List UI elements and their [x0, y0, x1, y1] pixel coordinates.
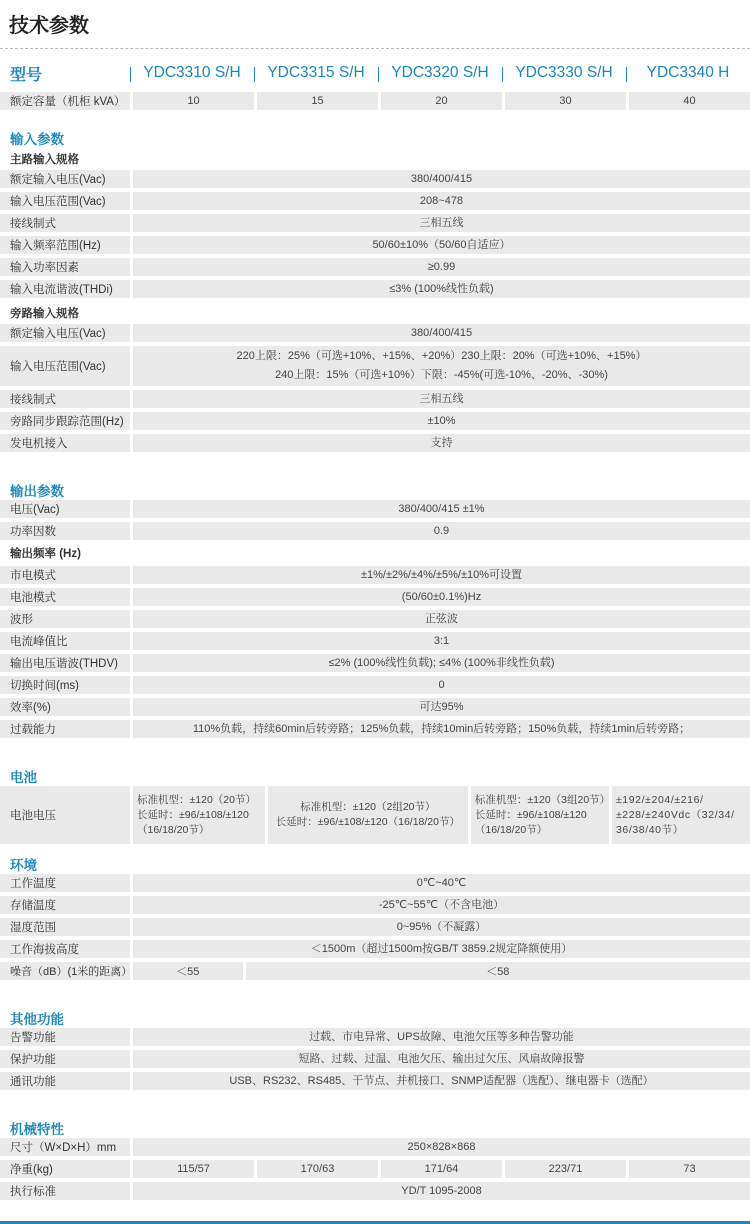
value-line: 长延时：±96/±108/±120（16/18/20节） — [275, 816, 460, 828]
row-value: ≤2% (100%线性负载); ≤4% (100%非线性负载) — [133, 654, 750, 672]
row-label: 净重(kg) — [0, 1160, 130, 1178]
row-label: 电流峰值比 — [0, 632, 130, 650]
row-label: 执行标准 — [0, 1182, 130, 1200]
spec-row — [0, 610, 750, 628]
row-label: 接线制式 — [0, 214, 130, 232]
row-label: 输入功率因素 — [0, 258, 130, 276]
weight-value: 170/63 — [257, 1160, 378, 1178]
row-label: 尺寸（W×D×H）mm — [0, 1138, 130, 1156]
row-label: 输入电流谐波(THDi) — [0, 280, 130, 298]
row-label: 切换时间(ms) — [0, 676, 130, 694]
spec-row — [0, 280, 750, 298]
spec-row — [0, 940, 750, 958]
value-line: ±192/±204/±216/ — [615, 793, 704, 806]
row-value: ±10% — [133, 412, 750, 430]
model-name: YDC3315 S/H — [254, 64, 378, 82]
spec-row — [0, 258, 750, 276]
model-header-row — [0, 60, 750, 86]
spec-row — [0, 588, 750, 606]
weight-row — [0, 1160, 750, 1178]
section-title-mechanical: 机械特性 — [10, 1122, 64, 1137]
spec-row — [0, 1028, 750, 1046]
spec-row — [0, 346, 750, 386]
row-label: 输出电压谐波(THDV) — [0, 654, 130, 672]
spec-row — [0, 324, 750, 342]
spec-row — [0, 434, 750, 452]
row-value: ≤3% (100%线性负载) — [133, 280, 750, 298]
row-label: 电池电压 — [0, 786, 130, 844]
row-label: 湿度范围 — [0, 918, 130, 936]
row-value: 三相五线 — [133, 214, 750, 232]
capacity-value: 20 — [381, 92, 502, 110]
row-value: ≥0.99 — [133, 258, 750, 276]
row-label: 电压(Vac) — [0, 500, 130, 518]
subsection-bypass-input: 旁路输入规格 — [10, 308, 79, 320]
row-value: 0℃~40℃ — [133, 874, 750, 892]
row-value — [133, 346, 750, 386]
battery-spec-cell — [612, 786, 750, 844]
value-line: （16/18/20节） — [137, 823, 210, 836]
row-value: 3:1 — [133, 632, 750, 650]
row-label: 额定输入电压(Vac) — [0, 324, 130, 342]
spec-row — [0, 676, 750, 694]
battery-spec-cell — [133, 786, 265, 844]
section-title-input: 输入参数 — [10, 132, 64, 147]
spec-row — [0, 720, 750, 738]
section-title-other: 其他功能 — [10, 1012, 64, 1027]
page-title: 技术参数 — [9, 15, 89, 37]
spec-row — [0, 236, 750, 254]
row-label: 接线制式 — [0, 390, 130, 408]
value-line: ±228/±240Vdc（32/34/ — [615, 808, 735, 821]
capacity-row — [0, 92, 750, 110]
model-name: YDC3330 S/H — [502, 64, 626, 82]
row-value: 支持 — [133, 434, 750, 452]
weight-value: 171/64 — [381, 1160, 502, 1178]
row-value: 380/400/415 ±1% — [133, 500, 750, 518]
noise-value: ＜58 — [246, 962, 750, 980]
row-value: 250×828×868 — [133, 1138, 750, 1156]
row-label: 告警功能 — [0, 1028, 130, 1046]
row-value: USB、RS232、RS485、干节点、并机接口、SNMP适配器（选配）、继电器卡（选配） — [133, 1072, 750, 1090]
spec-row — [0, 1182, 750, 1200]
row-value: 380/400/415 — [133, 170, 750, 188]
row-label: 市电模式 — [0, 566, 130, 584]
capacity-value: 40 — [629, 92, 750, 110]
row-label: 发电机接入 — [0, 434, 130, 452]
row-value: (50/60±0.1%)Hz — [133, 588, 750, 606]
spec-row — [0, 874, 750, 892]
spec-row — [0, 214, 750, 232]
spec-row — [0, 390, 750, 408]
row-label: 保护功能 — [0, 1050, 130, 1068]
row-value: 可达95% — [133, 698, 750, 716]
row-label: 工作温度 — [0, 874, 130, 892]
row-label: 额定输入电压(Vac) — [0, 170, 130, 188]
row-value: 0 — [133, 676, 750, 694]
section-title-output: 输出参数 — [10, 484, 64, 499]
row-value: 0~95%（不凝露） — [133, 918, 750, 936]
capacity-value: 10 — [133, 92, 254, 110]
title-divider — [0, 48, 750, 49]
spec-row — [0, 654, 750, 672]
value-line: 标准机型：±120（3组20节） — [474, 793, 611, 806]
spec-row — [0, 192, 750, 210]
row-value: 208~478 — [133, 192, 750, 210]
row-label: 输入频率范围(Hz) — [0, 236, 130, 254]
capacity-value: 30 — [505, 92, 626, 110]
weight-value: 115/57 — [133, 1160, 254, 1178]
spec-row — [0, 896, 750, 914]
value-line: 36/38/40节） — [615, 823, 684, 836]
battery-voltage-row — [0, 786, 750, 844]
spec-row — [0, 1050, 750, 1068]
row-label: 额定容量（机柜 kVA） — [0, 92, 130, 110]
row-value: ＜1500m（超过1500m按GB/T 3859.2规定降额使用） — [133, 940, 750, 958]
row-value: 0.9 — [133, 522, 750, 540]
model-label: 型号 — [10, 66, 43, 84]
spec-row — [0, 632, 750, 650]
row-label: 电池模式 — [0, 588, 130, 606]
row-value: ±1%/±2%/±4%/±5%/±10%可设置 — [133, 566, 750, 584]
battery-spec-cell — [268, 786, 468, 844]
noise-row — [0, 962, 750, 980]
spec-row — [0, 412, 750, 430]
row-value: 短路、过载、过温、电池欠压、输出过欠压、风扇故障报警 — [133, 1050, 750, 1068]
row-value: 110%负载，持续60min后转旁路；125%负载，持续10min后转旁路；150%负载，持续1min后转旁路； — [133, 720, 750, 738]
row-label: 输入电压范围(Vac) — [0, 346, 130, 386]
spec-row — [0, 1138, 750, 1156]
noise-value: ＜55 — [133, 962, 243, 980]
subsection-main-input: 主路输入规格 — [10, 154, 79, 166]
value-line: 长延时：±96/±108/±120 — [474, 808, 587, 821]
spec-row — [0, 698, 750, 716]
section-title-battery: 电池 — [10, 770, 37, 785]
row-label: 功率因数 — [0, 522, 130, 540]
spec-row — [0, 170, 750, 188]
row-value: YD/T 1095-2008 — [133, 1182, 750, 1200]
row-label: 输入电压范围(Vac) — [0, 192, 130, 210]
spec-row — [0, 500, 750, 518]
row-value: 过载、市电异常、UPS故障、电池欠压等多种告警功能 — [133, 1028, 750, 1046]
model-name: YDC3320 S/H — [378, 64, 502, 82]
spec-row — [0, 566, 750, 584]
spec-row — [0, 1072, 750, 1090]
row-value: 380/400/415 — [133, 324, 750, 342]
capacity-value: 15 — [257, 92, 378, 110]
row-label: 通讯功能 — [0, 1072, 130, 1090]
row-label: 效率(%) — [0, 698, 130, 716]
value-line: 240上限：15%（可选+10%）下限：-45%(可选-10%、-20%、-30%) — [275, 369, 608, 381]
row-label: 存储温度 — [0, 896, 130, 914]
value-line: 220上限：25%（可选+10%、+15%、+20%）230上限：20%（可选+10%、+15%） — [236, 350, 647, 362]
value-line: 长延时：±96/±108/±120 — [137, 808, 249, 821]
row-label: 噪音（dB）(1米的距离） — [0, 962, 130, 980]
value-line: 标准机型：±120（20节） — [137, 793, 256, 806]
value-line: 标准机型：±120（2组20节） — [300, 801, 436, 813]
row-label: 旁路同步跟踪范围(Hz) — [0, 412, 130, 430]
subsection-output-frequency: 输出频率 (Hz) — [10, 548, 81, 560]
value-line: （16/18/20节） — [474, 823, 548, 836]
model-name: YDC3340 H — [626, 64, 750, 82]
weight-value: 223/71 — [505, 1160, 626, 1178]
row-value: -25℃~55℃（不含电池） — [133, 896, 750, 914]
row-label: 波形 — [0, 610, 130, 628]
row-label: 工作海拔高度 — [0, 940, 130, 958]
row-value: 三相五线 — [133, 390, 750, 408]
row-value: 正弦波 — [133, 610, 750, 628]
spec-row — [0, 918, 750, 936]
model-name: YDC3310 S/H — [130, 64, 254, 82]
battery-spec-cell — [471, 786, 609, 844]
section-title-environment: 环境 — [10, 858, 37, 873]
weight-value: 73 — [629, 1160, 750, 1178]
spec-row — [0, 522, 750, 540]
row-value: 50/60±10%（50/60自适应） — [133, 236, 750, 254]
row-label: 过载能力 — [0, 720, 130, 738]
